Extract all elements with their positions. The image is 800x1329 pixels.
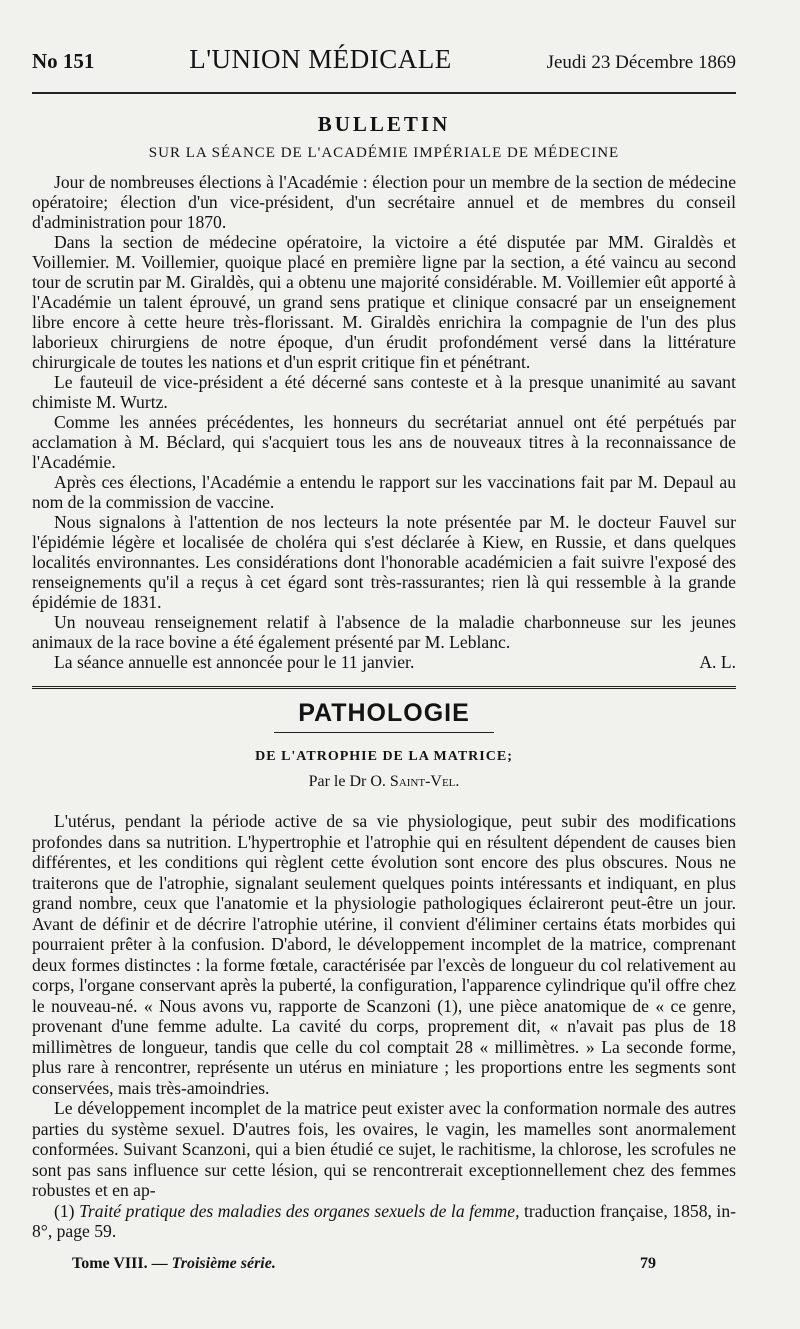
bulletin-paragraph: Après ces élections, l'Académie a entendu le rapport sur les vaccinations fait par M. Depaul au nom de la commission de vaccine.: [32, 472, 736, 512]
header-rule: [32, 92, 736, 94]
journal-title: L'UNION MÉDICALE: [189, 44, 452, 74]
article-body: [32, 811, 736, 1201]
bulletin-signature: A. L.: [699, 652, 736, 672]
bulletin-title: BULLETIN: [317, 112, 451, 136]
article-title: DE L'ATROPHIE DE LA MATRICE;: [255, 749, 513, 764]
section-title: PATHOLOGIE: [298, 699, 470, 727]
page-footer: [32, 1255, 736, 1273]
page-number: 79: [640, 1254, 656, 1272]
bulletin-subtitle: SUR LA SÉANCE DE L'ACADÉMIE IMPÉRIALE DE MÉDECINE: [148, 145, 620, 161]
bulletin-paragraph: Le fauteuil de vice-président a été décerné sans conteste et à la presque unanimité au savant chimiste M. Wurtz.: [32, 372, 736, 412]
article-paragraph: L'utérus, pendant la période active de sa vie physiologique, peut subir des modifications profondes dans sa nutrition. L'hypertrophie et l'atrophie qui en résultent dépendent de causes bien différentes, et les conditions qui règlent cette évolution sont encore des plus obscures. Nous ne traiterons que de l'atrophie, signalant seulement quelques points intéressants et indiquant, en plus grand nombre, ceux que l'anatomie et la physiologie pathologiques éclaireront peut-être un jour. Avant de définir et de décrire l'atrophie utérine, il convient d'éliminer certains états morbides qui pourraient prêter à la confusion. D'abord, le développement incomplet de la matrice, comprenant deux formes distinctes : la forme fœtale, caractérisée par l'excès de longueur du col relativement au corps, l'organe conservant après la puberté, la configuration, l'apparence cylindrique qu'il offre chez le nouveau-né. « Nous avons vu, rapporte de Scanzoni (1), une pièce anatomique de « ce genre, provenant d'une femme adulte. La cavité du corps, proprement dit, « n'avait pas plus de 18 millimètres de longueur, tandis que celle du col comptait 28 « millimètres. » La seconde forme, plus rare à rencontrer, représente un utérus en miniature ; les proportions entre les segments sont conservées, mais très-amoindries.: [32, 811, 736, 1098]
footnote: [32, 1201, 736, 1241]
bulletin-body: [32, 172, 736, 672]
author-prefix: Par le Dr: [308, 773, 367, 790]
section-title-rule: [274, 732, 494, 733]
footnote-number: (1): [54, 1200, 75, 1221]
bulletin-closing: [32, 652, 736, 672]
bulletin-paragraph: Nous signalons à l'attention de nos lecteurs la note présentée par M. le docteur Fauvel sur l'épidémie légère et localisée de choléra qui s'est déclarée à Kiew, en Russie, et dans quelques localités environnantes. Les considérations dont l'honorable académicien a fait suivre l'exposé des renseignements qu'il a reçus à cet égard sont très-rassurantes; rien là qui ressemble à la grande épidémie de 1831.: [32, 512, 736, 612]
bulletin-last-line: La séance annuelle est annoncée pour le 11 janvier.: [54, 652, 415, 672]
volume-info: [72, 1255, 276, 1273]
masthead: [32, 44, 736, 84]
footnote-title: Traité pratique des maladies des organes sexuels de la femme,: [79, 1200, 520, 1221]
author-name: O. Saint-Vel.: [370, 773, 460, 790]
section-divider: [32, 686, 736, 691]
tome-label: Tome VIII. —: [72, 1254, 168, 1272]
article-paragraph: Le développement incomplet de la matrice peut exister avec la conformation normale des autres parties du système sexuel. D'autres fois, les ovaires, le vagin, les mamelles sont anormalement conformées. Suivant Scanzoni, qui a bien étudié ce sujet, le rachitisme, la chlorose, les scrofules ne sont pas sans influence sur cette lésion, qui se rencontrerait exceptionnellement chez des femmes robustes et en ap-: [32, 1098, 736, 1200]
bulletin-paragraph: Comme les années précédentes, les honneurs du secrétariat annuel ont été perpétués par acclamation à M. Béclard, qui s'acquiert tous les ans de nouveaux titres à la reconnaissance de l'Académie.: [32, 412, 736, 472]
bulletin-paragraph: Dans la section de médecine opératoire, la victoire a été disputée par MM. Giraldès et Voillemier. M. Voillemier, quoique placé en première ligne par la section, a été vaincu au second tour de scrutin par M. Giraldès, qui a obtenu une majorité considérable. M. Voillemier eût apporté à l'Académie un talent éprouvé, un grand sens pratique et clinique consacré par un enseignement libre encore à cette heure très-florissant. M. Giraldès enrichira la compagnie de l'un des plus laborieux chirurgiens de notre époque, d'un érudit profondément versé dans la littérature chirurgicale de toutes les nations et d'un esprit critique fin et pénétrant.: [32, 232, 736, 372]
footnote-details: traduction française, 1858, in-8°, page 59.: [32, 1200, 736, 1241]
issue-number: No 151: [32, 49, 95, 73]
issue-date: Jeudi 23 Décembre 1869: [546, 52, 736, 73]
bulletin-paragraph: Jour de nombreuses élections à l'Académie : élection pour un membre de la section de médecine opératoire; élection d'un vice-président, d'un secrétaire annuel et de membres du conseil d'administration pour 1870.: [32, 172, 736, 232]
series-label: Troisième série.: [171, 1254, 276, 1272]
bulletin-paragraph: Un nouveau renseignement relatif à l'absence de la maladie charbonneuse sur les jeunes animaux de la race bovine a été également présenté par M. Leblanc.: [32, 612, 736, 652]
article-author: [32, 773, 736, 791]
